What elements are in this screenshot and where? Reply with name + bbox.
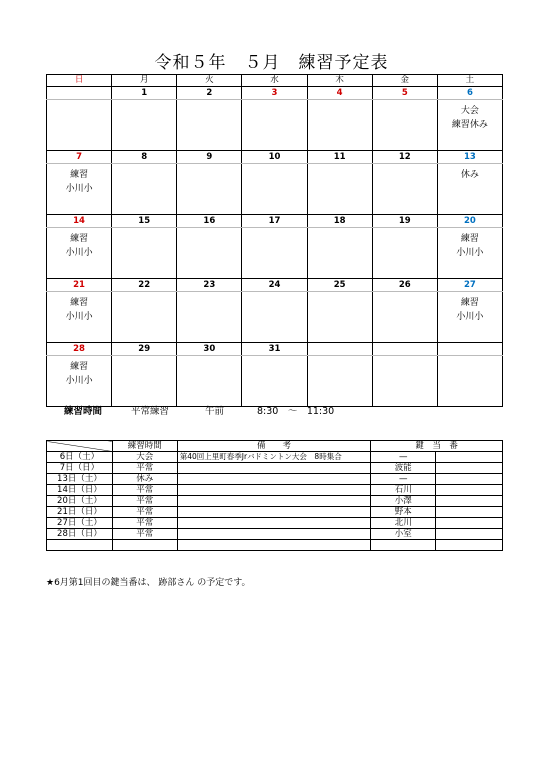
row-key: 小澤: [371, 496, 436, 507]
day-number: 2: [177, 87, 242, 100]
row-note: [177, 463, 371, 474]
week-notes-row: [47, 228, 503, 279]
day-cell: [177, 292, 242, 343]
row-date: 13日（土）: [47, 474, 113, 485]
row-note: [177, 529, 371, 540]
week-notes-row: [47, 292, 503, 343]
day-cell: [372, 228, 437, 279]
row-note: [177, 507, 371, 518]
day-cell: [437, 100, 502, 151]
column-header-key: 鍵 当 番: [371, 441, 503, 452]
day-number: 9: [177, 151, 242, 164]
table-row: [47, 540, 503, 551]
table-row: [47, 463, 503, 474]
day-number: 3: [242, 87, 307, 100]
weekday-header: 火: [177, 75, 242, 87]
table-row: [47, 496, 503, 507]
weekday-header: 月: [112, 75, 177, 87]
row-date: 20日（土）: [47, 496, 113, 507]
day-number: 6: [437, 87, 502, 100]
row-extra: [436, 496, 503, 507]
row-key: —: [371, 474, 436, 485]
row-extra: [436, 507, 503, 518]
practice-hours: 8:30 ～ 11:30: [257, 406, 335, 417]
day-cell: [437, 356, 502, 407]
week-date-row: [47, 279, 503, 292]
day-number: [47, 87, 112, 100]
row-type: 平常: [112, 507, 177, 518]
day-number: 30: [177, 343, 242, 356]
row-note: [177, 518, 371, 529]
day-number: 18: [307, 215, 372, 228]
row-type: 平常: [112, 485, 177, 496]
week-notes-row: [47, 100, 503, 151]
day-cell: [307, 356, 372, 407]
day-number: 16: [177, 215, 242, 228]
row-type: 平常: [112, 518, 177, 529]
table-header-row: [47, 441, 503, 452]
row-date: 14日（日）: [47, 485, 113, 496]
day-note: 練習: [460, 298, 479, 308]
day-number: 19: [372, 215, 437, 228]
row-note: [177, 540, 371, 551]
week-date-row: [47, 215, 503, 228]
day-number: 23: [177, 279, 242, 292]
row-key: 野本: [371, 507, 436, 518]
day-note: 練習: [70, 170, 89, 180]
day-number: 24: [242, 279, 307, 292]
day-note: 練習休み: [451, 120, 488, 130]
weekday-header: 日: [47, 75, 112, 87]
row-extra: [436, 529, 503, 540]
day-cell: [307, 292, 372, 343]
day-number: 31: [242, 343, 307, 356]
week-notes-row: [47, 164, 503, 215]
day-cell: [112, 228, 177, 279]
day-cell: [437, 292, 502, 343]
row-date: 28日（日）: [47, 529, 113, 540]
week-date-row: [47, 87, 503, 100]
day-cell: [112, 356, 177, 407]
day-number: 4: [307, 87, 372, 100]
day-number: 11: [307, 151, 372, 164]
row-extra: [436, 540, 503, 551]
schedule-table: [46, 440, 503, 551]
day-note: 小川小: [65, 184, 93, 194]
row-date: 7日（日）: [47, 463, 113, 474]
day-number: 29: [112, 343, 177, 356]
day-cell: [372, 292, 437, 343]
weekday-header-row: [47, 75, 503, 87]
table-row: [47, 507, 503, 518]
day-cell: [307, 100, 372, 151]
day-cell: [372, 164, 437, 215]
day-number: 12: [372, 151, 437, 164]
row-key: [371, 540, 436, 551]
row-extra: [436, 463, 503, 474]
row-extra: [436, 518, 503, 529]
week-date-row: [47, 343, 503, 356]
day-number: 13: [437, 151, 502, 164]
row-extra: [436, 485, 503, 496]
day-note: 小川小: [456, 248, 484, 258]
column-header-time: 練習時間: [112, 441, 177, 452]
day-number: [372, 343, 437, 356]
day-cell: [242, 100, 307, 151]
day-cell: [177, 356, 242, 407]
day-note: 練習: [70, 298, 89, 308]
day-cell: [112, 164, 177, 215]
day-note: 小川小: [65, 248, 93, 258]
row-note: [177, 496, 371, 507]
weekday-header: 金: [372, 75, 437, 87]
day-cell: [177, 100, 242, 151]
day-number: [307, 343, 372, 356]
day-number: 22: [112, 279, 177, 292]
row-key: 小室: [371, 529, 436, 540]
row-extra: [436, 474, 503, 485]
row-type: [112, 540, 177, 551]
day-note: 練習: [70, 234, 89, 244]
day-number: 5: [372, 87, 437, 100]
day-cell: [112, 292, 177, 343]
calendar-grid: [46, 74, 503, 407]
row-type: 平常: [112, 463, 177, 474]
row-date: [47, 540, 113, 551]
weekday-header: 木: [307, 75, 372, 87]
row-key: —: [371, 452, 436, 463]
day-cell: [47, 356, 112, 407]
week-date-row: [47, 151, 503, 164]
day-cell: [242, 292, 307, 343]
row-type: 休み: [112, 474, 177, 485]
row-key: 波能: [371, 463, 436, 474]
row-type: 平常: [112, 496, 177, 507]
day-number: 14: [47, 215, 112, 228]
table-row: [47, 474, 503, 485]
table-row: [47, 452, 503, 463]
day-note: 練習: [70, 362, 89, 372]
week-notes-row: [47, 356, 503, 407]
day-cell: [47, 164, 112, 215]
day-note: 休み: [460, 170, 479, 180]
day-cell: [372, 356, 437, 407]
row-key: 石川: [371, 485, 436, 496]
table-row: [47, 485, 503, 496]
day-note: 小川小: [456, 312, 484, 322]
day-cell: [242, 356, 307, 407]
page-title: 令和５年 ５月 練習予定表: [154, 53, 389, 73]
day-cell: [437, 228, 502, 279]
day-number: 26: [372, 279, 437, 292]
day-number: 27: [437, 279, 502, 292]
day-number: 15: [112, 215, 177, 228]
row-date: 6日（土）: [47, 452, 113, 463]
day-note: 小川小: [65, 376, 93, 386]
day-number: 20: [437, 215, 502, 228]
day-number: 10: [242, 151, 307, 164]
day-cell: [112, 100, 177, 151]
day-cell: [242, 228, 307, 279]
practice-period: 午前: [205, 406, 225, 417]
table-row: [47, 518, 503, 529]
day-cell: [307, 228, 372, 279]
day-number: 28: [47, 343, 112, 356]
footnote: ★6月第1回目の鍵当番は、 跡部さん の予定です。: [46, 578, 251, 588]
day-cell: [372, 100, 437, 151]
day-cell: [47, 228, 112, 279]
day-note: 練習: [460, 234, 479, 244]
day-cell: [47, 100, 112, 151]
day-number: 7: [47, 151, 112, 164]
practice-type: 平常練習: [131, 406, 170, 417]
day-number: 1: [112, 87, 177, 100]
row-note: [177, 474, 371, 485]
weekday-header: 水: [242, 75, 307, 87]
row-date: 21日（日）: [47, 507, 113, 518]
day-cell: [177, 228, 242, 279]
row-date: 27日（土）: [47, 518, 113, 529]
day-cell: [242, 164, 307, 215]
table-row: [47, 529, 503, 540]
row-key: 北川: [371, 518, 436, 529]
day-note: 小川小: [65, 312, 93, 322]
weekday-header: 土: [437, 75, 502, 87]
day-number: 8: [112, 151, 177, 164]
day-note: 大会: [460, 106, 479, 116]
day-cell: [177, 164, 242, 215]
column-header-notes: 備 考: [177, 441, 371, 452]
day-number: 17: [242, 215, 307, 228]
row-note: [177, 485, 371, 496]
day-number: 21: [47, 279, 112, 292]
day-cell: [437, 164, 502, 215]
day-cell: [47, 292, 112, 343]
row-extra: [436, 452, 503, 463]
row-note: 第40回上里町春季Jrバドミントン大会 8時集合: [177, 452, 371, 463]
day-number: 25: [307, 279, 372, 292]
practice-time-label: 練習時間: [64, 406, 103, 417]
row-type: 大会: [112, 452, 177, 463]
day-cell: [307, 164, 372, 215]
day-number: [437, 343, 502, 356]
diagonal-header-cell: [47, 441, 113, 452]
row-type: 平常: [112, 529, 177, 540]
